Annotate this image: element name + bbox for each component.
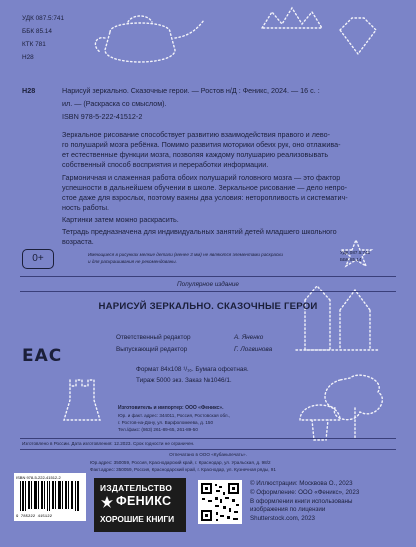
- annotation-line: Картинки затем можно раскрасить.: [62, 215, 179, 224]
- annotation-line: стое даже для взрослых, поэтому важны два условия: неторопливость и систематич-: [62, 193, 348, 202]
- editor-name: Г. Логвинова: [234, 346, 273, 353]
- editor-role: Выпускающий редактор: [116, 346, 188, 353]
- annotation-line: возраста.: [62, 237, 94, 246]
- edition-type: Популярное издание: [177, 281, 239, 288]
- isbn-line: ISBN 978-5-222-41512-2: [62, 112, 143, 121]
- editor-role: Ответственный редактор: [116, 334, 191, 341]
- index-letter: Н28: [22, 86, 36, 95]
- annotation-line: Тетрадь предназначена для индивидуальных занятий детей младшего школьного: [62, 227, 337, 236]
- manufacture-date: Изготовлено в России. Дата изготовления: 12.2023. Срок годности не ограничен.: [22, 441, 195, 446]
- ktk-code: КТК 781: [22, 41, 46, 48]
- barcode-label: ISBN 978-5-222-41512-2: [16, 475, 61, 480]
- annotation-line: го полушарий мозга ребёнка. Помимо развития моторики обеих рук, оно отлажива-: [62, 140, 341, 149]
- publisher-brand: ФЕНИКС: [116, 494, 172, 508]
- annotation-line: Гармоничная и слаженная работа обоих полушарий головного мозга — это фактор: [62, 173, 341, 182]
- bbk-code-repeat: ББК 85.14: [340, 257, 362, 262]
- bibliography-line-2: ил. — (Раскраска со смыслом).: [62, 99, 167, 108]
- barcode-bars-icon: [14, 473, 86, 521]
- bibliography-line-1: Нарисуй зеркально. Сказочные герои. — Ростов н/Д : Феникс, 2024. — 16 с. :: [62, 86, 320, 95]
- credit-line: © Оформление: ООО «Феникс», 2023: [250, 488, 360, 496]
- printed-at: Отпечатано в ООО «Кубаньпечать».: [169, 452, 247, 457]
- manufacturer-address: Юр. и факт. адрес: 344011, Россия, Ростовская обл.,: [118, 413, 231, 418]
- barcode-digits: 9 785222 415122: [16, 515, 53, 519]
- printer-address: Юр.адрес: 350059, Россия, Краснодарский край, г. Краснодар, ул. Уральская, д. 98/2: [90, 460, 271, 465]
- annotation-line: ет естественные функции мозга, позволяя каждому полушарию реализовывать: [62, 150, 329, 159]
- credits: [250, 480, 359, 524]
- divider: [20, 291, 396, 292]
- divider: [20, 449, 396, 450]
- barcode: [14, 473, 86, 521]
- print-format: Формат 84х108 ¹/₁₆. Бумага офсетная.: [136, 366, 249, 373]
- credit-line: Shutterstock.com, 2023: [250, 515, 316, 523]
- print-run: Тираж 5000 экз. Заказ №1046/1.: [136, 377, 232, 384]
- annotation-line: собственный способ восприятия и переработки информации.: [62, 160, 269, 169]
- credit-line: © Иллюстрации: Москвова О., 2023: [250, 480, 353, 487]
- annotation-line: ность работы.: [62, 203, 109, 212]
- catalog-code: Н28: [22, 54, 34, 61]
- credit-line: изображения по лицензии: [250, 506, 326, 514]
- udc-code: УДК 087.5:741: [22, 15, 65, 22]
- manufacturer-address: г. Ростов-на-Дону, ул. Варфоломеева, д. 150: [118, 420, 214, 425]
- printer-address: Факт.адрес: 350059, Россия, Краснодарский край, г. Краснодар, ул. Кузнечная ряды, 91: [90, 467, 276, 472]
- phoenix-icon: [100, 495, 114, 509]
- manufacturer-phone: Тел./факс: (863) 261-89-65, 261-89-50: [118, 427, 198, 432]
- divider: [20, 438, 396, 439]
- divider: [20, 276, 396, 277]
- eac-mark: ЕАС: [22, 346, 63, 366]
- qr-code-icon: [198, 480, 242, 524]
- qr-code: [198, 480, 242, 524]
- annotation-line: успешности в дальнейшем обучении в школе. Зеркальное рисование — дело непро-: [62, 183, 347, 192]
- editor-name: А. Яненко: [234, 334, 264, 341]
- notice-line-1: Имеющиеся в рисунках мелкие детали (менее 3 мм) не являются элементами раскраски: [88, 252, 283, 257]
- annotation-line: Зеркальное рисование способствует развитию взаимодействия правого и лево-: [62, 130, 331, 139]
- notice-line-2: и для раскрашивания не рекомендованы.: [88, 259, 177, 264]
- book-title: НАРИСУЙ ЗЕРКАЛЬНО. СКАЗОЧНЫЕ ГЕРОИ: [98, 301, 318, 312]
- credit-line: В оформлении книги использованы: [250, 497, 353, 505]
- udc-code-repeat: УДК 087.5:741: [340, 250, 371, 255]
- publisher-line-1: ИЗДАТЕЛЬСТВО: [100, 483, 173, 493]
- publisher-logo: [94, 478, 186, 532]
- publisher-slogan: ХОРОШИЕ КНИГИ: [100, 514, 175, 524]
- manufacturer-title: Изготовитель и импортер: ООО «Феникс».: [118, 405, 224, 411]
- bbk-code: ББК 85.14: [22, 28, 52, 35]
- age-rating-badge: 0+: [22, 249, 54, 269]
